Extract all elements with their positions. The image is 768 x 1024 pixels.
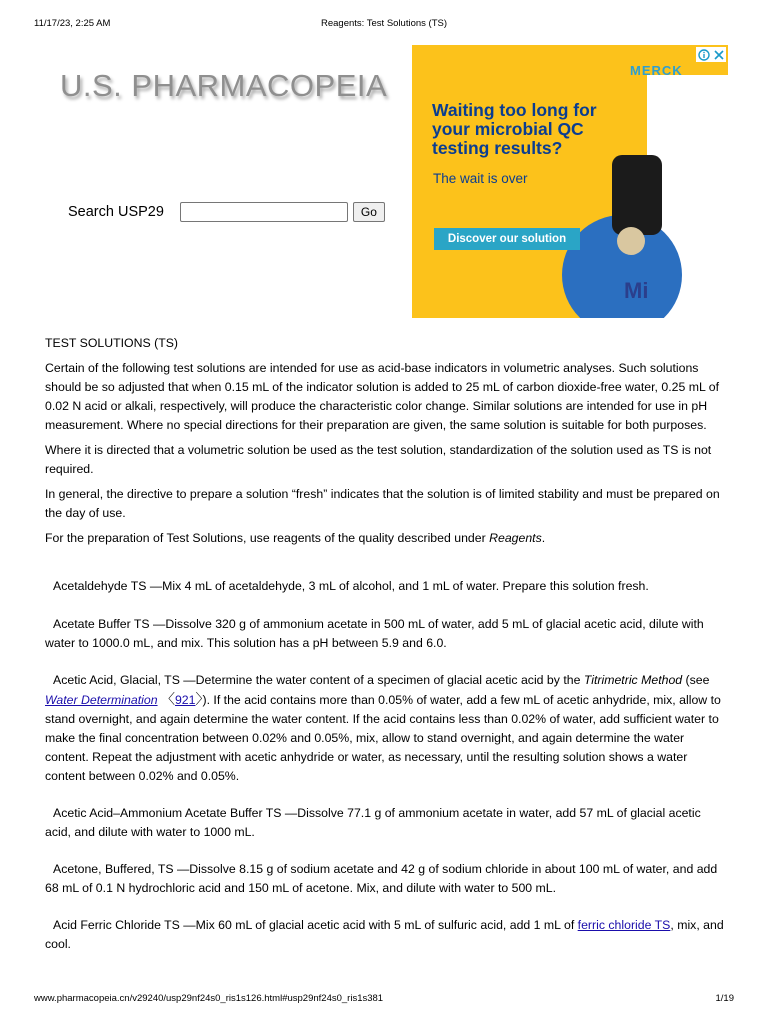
print-url: www.pharmacopeia.cn/v29240/usp29nf24s0_ris1s126.html#usp29nf24s0_ris1s381 <box>34 993 384 1004</box>
entry-acetic-acid-glacial: Acetic Acid, Glacial, TS —Determine the water content of a specimen of glacial acetic acid by the Titrimetric Method (see Water Determination 〈921〉). If the acid contains more than 0.05% of water, add a few mL of acetic anhydride, mix, allow to stand overnight, and again determine the water content. If the acid contains less than 0.02% of water, add sufficient water to make the final concentration between 0.02% and 0.05%, mix, allow to stand overnight, and again determine the water content. Repeat the adjustment with acetic anhydride or water, as necessary, until the resulting solution shows a water content between 0.02% and 0.05%. <box>45 673 721 783</box>
search-label: Search USP29 <box>68 204 164 220</box>
ad-subline: The wait is over <box>433 171 528 186</box>
print-datetime: 11/17/23, 2:25 AM <box>34 18 111 29</box>
entry-acetaldehyde: Acetaldehyde TS —Mix 4 mL of acetaldehyde, 3 mL of alcohol, and 1 mL of water. Prepare this solution fresh. <box>53 579 649 593</box>
entry-acetic-ammonium-buffer: Acetic Acid–Ammonium Acetate Buffer TS —Dissolve 77.1 g of ammonium acetate in water, add 57 mL of glacial acetic acid, and dilute with water to 1000 mL. <box>45 806 701 839</box>
section-title: TEST SOLUTIONS (TS) <box>45 336 179 350</box>
print-page-number: 1/19 <box>715 993 734 1004</box>
intro-paragraph: In general, the directive to prepare a solution “fresh” indicates that the solution is of limited stability and must be prepared on the day of use. <box>45 487 720 520</box>
entry-acid-ferric-chloride: Acid Ferric Chloride TS —Mix 60 mL of glacial acetic acid with 5 mL of sulfuric acid, add 1 mL of ferric chloride TS, mix, and cool. <box>45 918 724 951</box>
advertisement-banner[interactable] <box>412 45 728 318</box>
intro-paragraph: Where it is directed that a volumetric solution be used as the test solution, standardization of the solution used as TS is not required. <box>45 443 712 476</box>
reagents-term: Reagents <box>489 531 542 545</box>
close-icon[interactable] <box>714 50 724 60</box>
ad-cta-button[interactable]: Discover our solution <box>434 228 580 250</box>
ad-choices <box>696 47 726 62</box>
info-icon[interactable] <box>698 49 710 61</box>
water-determination-link[interactable]: Water Determination <box>45 693 158 707</box>
ad-brand-logo: MERCK <box>630 63 683 78</box>
print-page-title: Reagents: Test Solutions (TS) <box>320 18 448 29</box>
ad-device-image <box>612 155 662 235</box>
entry-acetate-buffer: Acetate Buffer TS —Dissolve 320 g of ammonium acetate in 500 mL of water, add 5 mL of glacial acetic acid, dilute with water to 1000.0 mL, and mix. This solution has a pH between 5.9 and 6.0. <box>45 617 704 650</box>
site-title: U.S. PHARMACOPEIA <box>60 68 388 103</box>
main-content <box>45 334 725 960</box>
intro-paragraph: Certain of the following test solutions are intended for use as acid-base indicators in volumetric analyses. Such solutions should be so adjusted that when 0.15 mL of the indicator solution is added to 25 mL of carbon dioxide-free water, 0.25 mL of 0.02 N acid or alkali, respectively, will produce the characteristic color change. Similar solutions are intended for use in pH measurement. Where no special directions for their preparation are given, the same solution is suitable for both purposes. <box>45 361 720 432</box>
search-form <box>68 202 385 222</box>
entry-acetone-buffered: Acetone, Buffered, TS —Dissolve 8.15 g of sodium acetate and 42 g of sodium chloride in about 100 mL of water, and add 68 mL of 0.1 N hydrochloric acid and 150 mL of acetone. Mix, and dilute with water to 500 mL. <box>45 862 718 895</box>
ferric-chloride-link[interactable]: ferric chloride TS <box>577 918 671 932</box>
reagents-note: For the preparation of Test Solutions, use reagents of the quality described under Reagents. <box>45 531 546 545</box>
search-input[interactable] <box>180 202 348 222</box>
chapter-921-link[interactable]: 921 <box>174 693 196 707</box>
ad-dish-image <box>617 227 645 255</box>
ad-brand-text: Mi <box>624 278 649 303</box>
ad-headline: Waiting too long for your microbial QC testing results? <box>432 100 597 158</box>
go-button[interactable]: Go <box>353 202 385 222</box>
